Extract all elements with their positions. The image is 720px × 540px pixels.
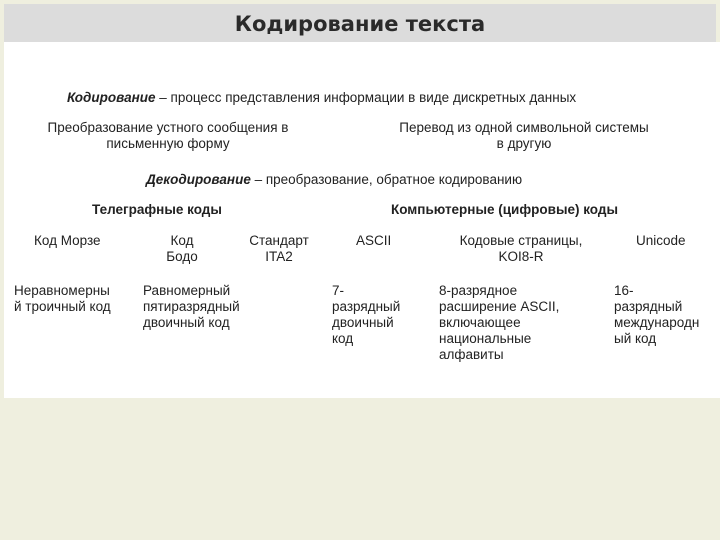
code-unicode: Unicode [636,233,686,248]
code-codepages: Кодовые страницы, KOI8-R [459,233,583,264]
symbol-translation-text: Перевод из одной символьной системы в другую [399,120,649,151]
desc-morse: Неравномерны й троичный код [14,283,111,314]
decoding-line [146,172,522,188]
definition-line [67,90,576,106]
definition-text: – процесс представления информации в виде дискретных данных [155,90,577,105]
page-title: Кодирование текста [234,12,486,36]
title-bar [4,4,716,42]
decoding-term: Декодирование [146,172,251,187]
code-morse: Код Морзе [34,233,101,248]
desc-codepages: 8-разрядное расширение ASCII, включающее национальные алфавиты [439,283,560,362]
desc-ascii: 7- разрядный двоичный код [332,283,401,346]
computer-codes-heading: Компьютерные (цифровые) коды [391,202,618,217]
decoding-text: – преобразование, обратное кодированию [250,172,523,187]
telegraph-codes-heading: Телеграфные коды [92,202,222,217]
definition-term: Кодирование [67,90,156,105]
oral-to-written-text: Преобразование устного сообщения в письменную форму [47,120,289,151]
desc-baudot: Равномерный пятиразрядный двоичный код [143,283,240,330]
code-ascii: ASCII [356,233,392,248]
slide-body [4,42,720,398]
code-ita2: Стандарт ITA2 [249,233,309,264]
code-baudot: Код Бодо [166,233,198,264]
desc-unicode: 16- разрядный международн ый код [614,283,700,346]
